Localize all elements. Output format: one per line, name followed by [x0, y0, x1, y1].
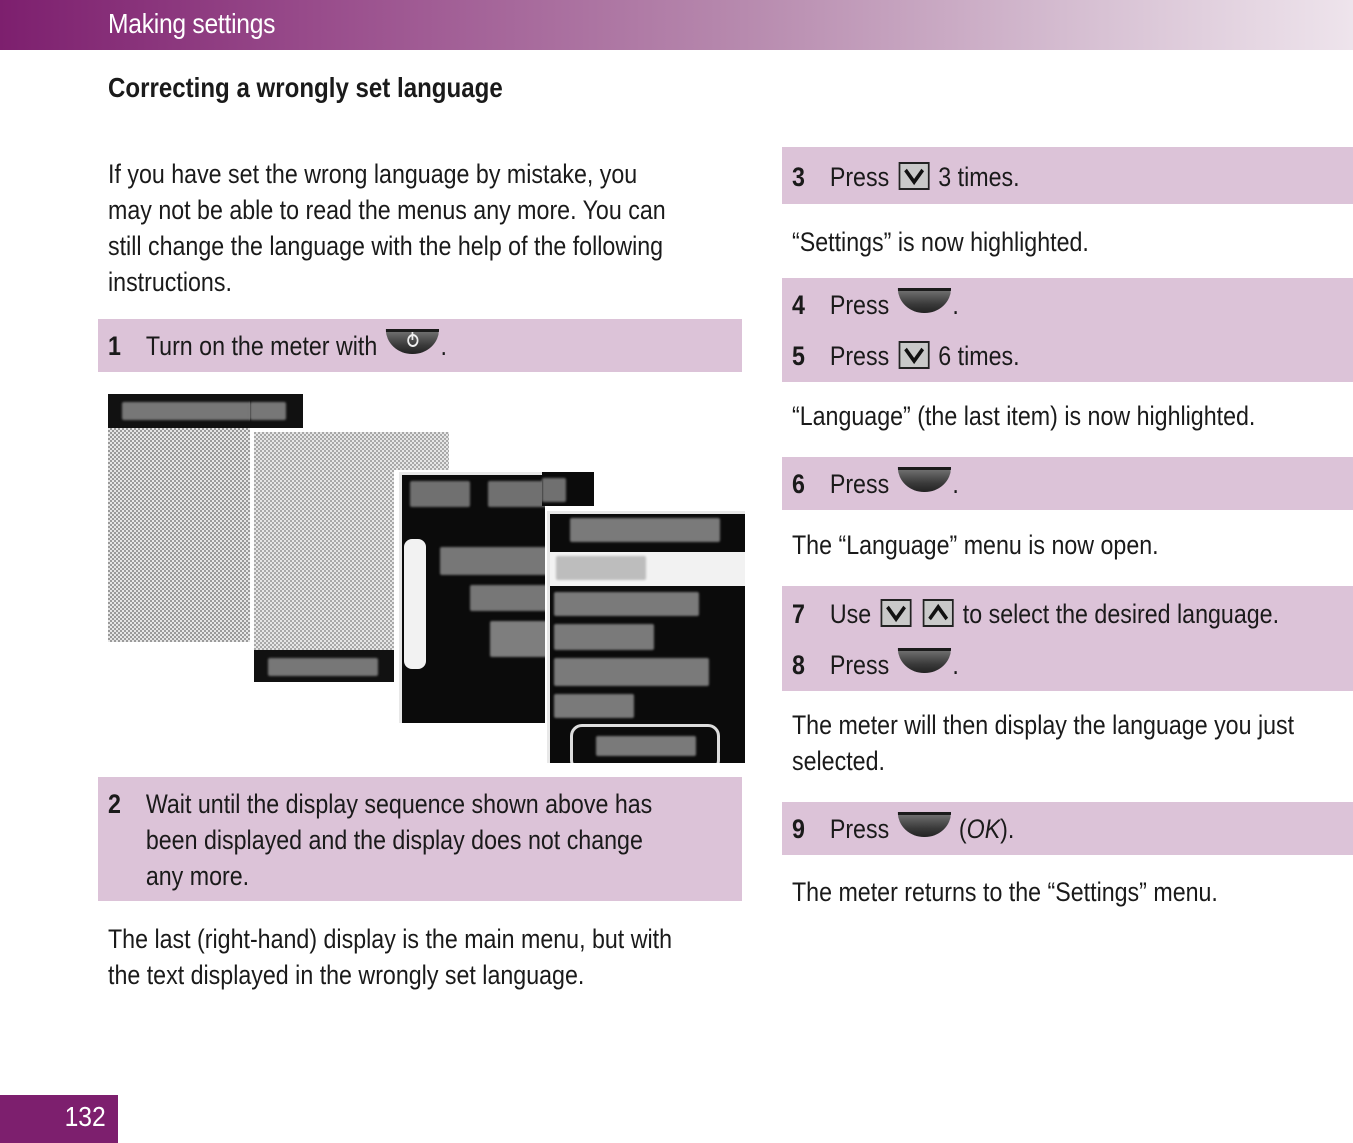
step-number: 8 [792, 650, 805, 680]
intro-line: still change the language with the help of the following [108, 231, 664, 261]
step-number: 7 [792, 599, 805, 629]
step-suffix: . [440, 331, 447, 361]
softkey-button-icon [897, 648, 950, 673]
intro-line: If you have set the wrong language by mistake, you [108, 159, 638, 189]
power-button-icon [385, 329, 438, 354]
display-screen-2 [254, 432, 394, 682]
step-7 [792, 596, 1279, 632]
step-number: 6 [792, 469, 805, 499]
up-arrow-button-icon [923, 599, 954, 627]
display-screen-1 [108, 394, 250, 642]
step-5 [792, 338, 1020, 374]
note-after-step-6: The “Language” menu is now open. [792, 530, 1159, 560]
step-suffix: 3 times. [938, 162, 1020, 192]
step-1 [108, 328, 447, 364]
softkey-button-icon [897, 288, 950, 313]
step-suffix: . [952, 290, 959, 320]
step-8 [792, 647, 959, 683]
down-arrow-button-icon [898, 162, 929, 190]
intro-line: may not be able to read the menus any more. You can [108, 195, 666, 225]
note-after-step-3: “Settings” is now highlighted. [792, 227, 1089, 257]
down-arrow-button-icon [880, 599, 911, 627]
step-text: Press [829, 290, 890, 320]
step-4 [792, 287, 959, 323]
step-suffix: 6 times. [938, 341, 1020, 371]
step-suffix: . [952, 469, 959, 499]
step-number: 1 [108, 331, 121, 361]
note-after-step-5: “Language” (the last item) is now highlighted. [792, 401, 1256, 431]
paren-close: ). [1000, 814, 1015, 844]
note-line: The last (right-hand) display is the main menu, but with [108, 924, 672, 954]
step-suffix: . [952, 650, 959, 680]
intro-text [108, 156, 666, 300]
display-screen-3-edge [542, 472, 594, 506]
note-line: the text displayed in the wrongly set language. [108, 960, 585, 990]
note-after-step-2 [108, 921, 672, 993]
header-bar [0, 0, 1353, 50]
softkey-button-icon [897, 467, 950, 492]
step-text: any more. [145, 861, 250, 891]
note-line: selected. [792, 746, 885, 776]
step-number: 5 [792, 341, 805, 371]
display-screen-2-edge [394, 432, 449, 470]
down-arrow-button-icon [898, 341, 929, 369]
note-after-step-8 [792, 707, 1294, 779]
ok-label: OK [966, 814, 1001, 844]
display-screen-4 [547, 511, 745, 763]
step-text: been displayed and the display does not change [145, 825, 643, 855]
display-screen-3 [399, 472, 545, 723]
step-6 [792, 466, 959, 502]
header-title: Making settings [108, 8, 276, 39]
step-text: Press [829, 814, 890, 844]
step-number: 4 [792, 290, 805, 320]
step-suffix: to select the desired language. [962, 599, 1280, 629]
page-number: 132 [64, 1101, 106, 1132]
step-text: Use [829, 599, 872, 629]
note-line: The meter will then display the language you just [792, 710, 1295, 740]
step-text: Turn on the meter with [145, 331, 378, 361]
step-text: Wait until the display sequence shown above has [145, 789, 653, 819]
step-number: 3 [792, 162, 805, 192]
display-screen-1-header [250, 394, 303, 428]
softkey-button-icon [897, 812, 950, 837]
step-number: 2 [108, 789, 121, 819]
page-number-box [0, 1095, 118, 1143]
paren-open: ( [958, 814, 967, 844]
step-9 [792, 811, 1014, 847]
step-3 [792, 159, 1020, 195]
step-text: Press [829, 650, 890, 680]
step-text: Press [829, 341, 890, 371]
step-number: 9 [792, 814, 805, 844]
step-text: Press [829, 469, 890, 499]
step-2 [108, 786, 652, 894]
note-after-step-9: The meter returns to the “Settings” menu. [792, 877, 1218, 907]
section-title: Correcting a wrongly set language [108, 72, 503, 103]
step-text: Press [829, 162, 890, 192]
intro-line: instructions. [108, 267, 232, 297]
